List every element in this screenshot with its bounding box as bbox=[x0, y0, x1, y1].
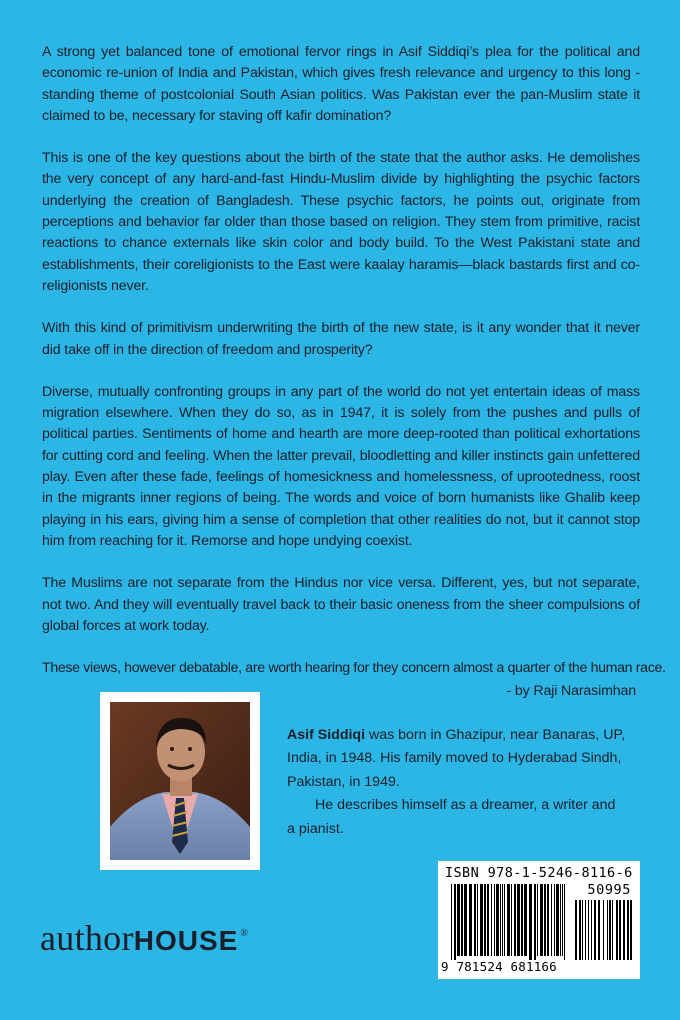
barcode-bar bbox=[551, 884, 552, 956]
barcode-bar bbox=[511, 884, 512, 956]
barcode-bar bbox=[524, 884, 527, 956]
barcode-bar bbox=[484, 884, 486, 956]
barcode-bar bbox=[609, 900, 611, 960]
barcode-bar bbox=[562, 884, 563, 956]
barcode-bar bbox=[598, 900, 600, 960]
barcode-bar bbox=[451, 884, 452, 960]
barcode-bar bbox=[612, 900, 613, 960]
barcode-bar bbox=[487, 884, 489, 956]
barcode-bar bbox=[591, 900, 592, 960]
barcode-bar bbox=[560, 884, 561, 956]
barcode-bar bbox=[454, 884, 456, 960]
barcode-bar bbox=[464, 884, 467, 956]
author-name: Asif Siddiqi bbox=[287, 727, 366, 743]
barcode-bar bbox=[514, 884, 516, 956]
barcode-bar bbox=[502, 884, 503, 956]
barcode-bar bbox=[496, 884, 499, 956]
barcode-bar bbox=[529, 884, 532, 960]
barcode-bar bbox=[480, 884, 483, 956]
barcode-bar bbox=[630, 900, 632, 960]
publisher-logo-part1: author bbox=[40, 918, 134, 958]
barcode-bar bbox=[556, 884, 559, 956]
barcode-bar bbox=[521, 884, 523, 956]
back-cover-blurb bbox=[42, 42, 666, 703]
barcode-bar bbox=[579, 900, 581, 960]
barcode-bar bbox=[534, 884, 536, 960]
barcode-bar bbox=[585, 900, 586, 960]
blurb-paragraph-1: A strong yet balanced tone of emotional fervor rings in Asif Siddiqi’s plea for the political and economic re-union of India and Pakistan, which gives fresh relevance and urgency to this long -standing theme of postcolonial South Asian politics. Was Pakistan ever the pan-Muslim state it claimed to be, necessary for staving off kafir domination? bbox=[42, 44, 640, 124]
barcode-bar bbox=[564, 884, 565, 960]
barcode-bar bbox=[500, 884, 501, 956]
barcode-bar bbox=[588, 900, 589, 960]
barcode-bar bbox=[619, 900, 621, 960]
barcode-bar bbox=[494, 884, 495, 956]
author-photo bbox=[110, 702, 250, 860]
barcode-bar bbox=[547, 884, 549, 956]
isbn-barcode bbox=[438, 861, 640, 979]
barcode-bar bbox=[517, 884, 520, 956]
author-bio bbox=[287, 724, 627, 841]
blurb-paragraph-6: These views, however debatable, are worth hearing for they concern almost a quarter of the human race. bbox=[42, 660, 666, 677]
blurb-paragraph-5: The Muslims are not separate from the Hindus nor vice versa. Different, yes, but not separate, not two. And they will eventually travel back to their basic oneness from the sheer compulsions of global forces at work today. bbox=[42, 575, 640, 634]
author-bio-text-1: was born in Ghazipur, near Banaras, UP, India, in 1948. His family moved to Hyderabad Sindh, Pakistan, in 1949. bbox=[287, 727, 626, 790]
barcode-bar bbox=[623, 900, 625, 960]
blurb-paragraph-3: With this kind of primitivism underwriting the birth of the new state, is it any wonder that it never did take off in the direction of freedom and prosperity? bbox=[42, 320, 640, 358]
barcode-bar bbox=[544, 884, 546, 956]
publisher-logo-part2: HOUSE bbox=[133, 925, 239, 956]
barcode-bar bbox=[457, 884, 460, 956]
barcode-bar bbox=[575, 900, 577, 960]
barcode-bar bbox=[504, 884, 505, 956]
barcode-bar bbox=[491, 884, 492, 956]
barcode-bar bbox=[627, 900, 629, 960]
barcode-bar bbox=[477, 884, 478, 956]
barcode-digits: 9 781524 681166 bbox=[441, 959, 557, 974]
barcode-bar bbox=[461, 884, 463, 956]
barcode-bar bbox=[582, 900, 583, 960]
blurb-paragraph-2: This is one of the key questions about the birth of the state that the author asks. He demolishes the very concept of any hard-and-fast Hindu-Muslim divide by highlighting the psychic factors underlying the creation of Bangladesh. These psychic factors, he points out, originate from perceptions and behavior far older than those based on religion. They stem from primitive, racist reactions to chance externals like skin color and body build. To the West Pakistani state and establishments, their coreligionists to the East were kaalay haramis—black bastards first and co-religionists never. bbox=[42, 150, 640, 294]
isbn-label: ISBN 978-1-5246-8116-6 bbox=[445, 865, 633, 881]
registered-mark: ® bbox=[240, 928, 249, 939]
blurb-attribution: - by Raji Narasimhan bbox=[506, 683, 636, 700]
barcode-bar bbox=[594, 900, 596, 960]
barcode-bar bbox=[616, 900, 618, 960]
author-photo-frame bbox=[100, 692, 260, 870]
barcode-bar bbox=[540, 884, 543, 956]
blurb-paragraph-4: Diverse, mutually confronting groups in any part of the world do not yet entertain ideas of mass migration elsewhere. When they do so, as in 1947, it is solely from the pushes and pulls of political parties. Sentiments of home and hearth are more deep-rooted than political exhortations for cutting cord and feeling. When the latter prevail, bloodletting and killer instincts gain unfettered play. Even after these fade, feelings of homesickness and homelessness, of uprootedness, roost in the migrants inner regions of being. The words and voice of born humanists like Ghalib keep playing in his ears, giving him a sense of completion that other realities do not, but it cannot stop him from reaching for it. Remorse and hope undying coexist. bbox=[42, 383, 640, 549]
barcode-bar bbox=[537, 884, 538, 956]
barcode-bar bbox=[507, 884, 510, 956]
publisher-logo bbox=[40, 916, 248, 960]
barcode-bar bbox=[554, 884, 555, 956]
barcode-bar bbox=[469, 884, 472, 956]
price-code: 50995 bbox=[587, 882, 631, 898]
author-bio-paragraph-2: He describes himself as a dreamer, a writer and a pianist. bbox=[287, 797, 616, 837]
barcode-bar bbox=[603, 900, 604, 960]
barcode-bar bbox=[607, 900, 608, 960]
author-bio-paragraph-1 bbox=[287, 724, 627, 794]
barcode-bar bbox=[474, 884, 476, 956]
